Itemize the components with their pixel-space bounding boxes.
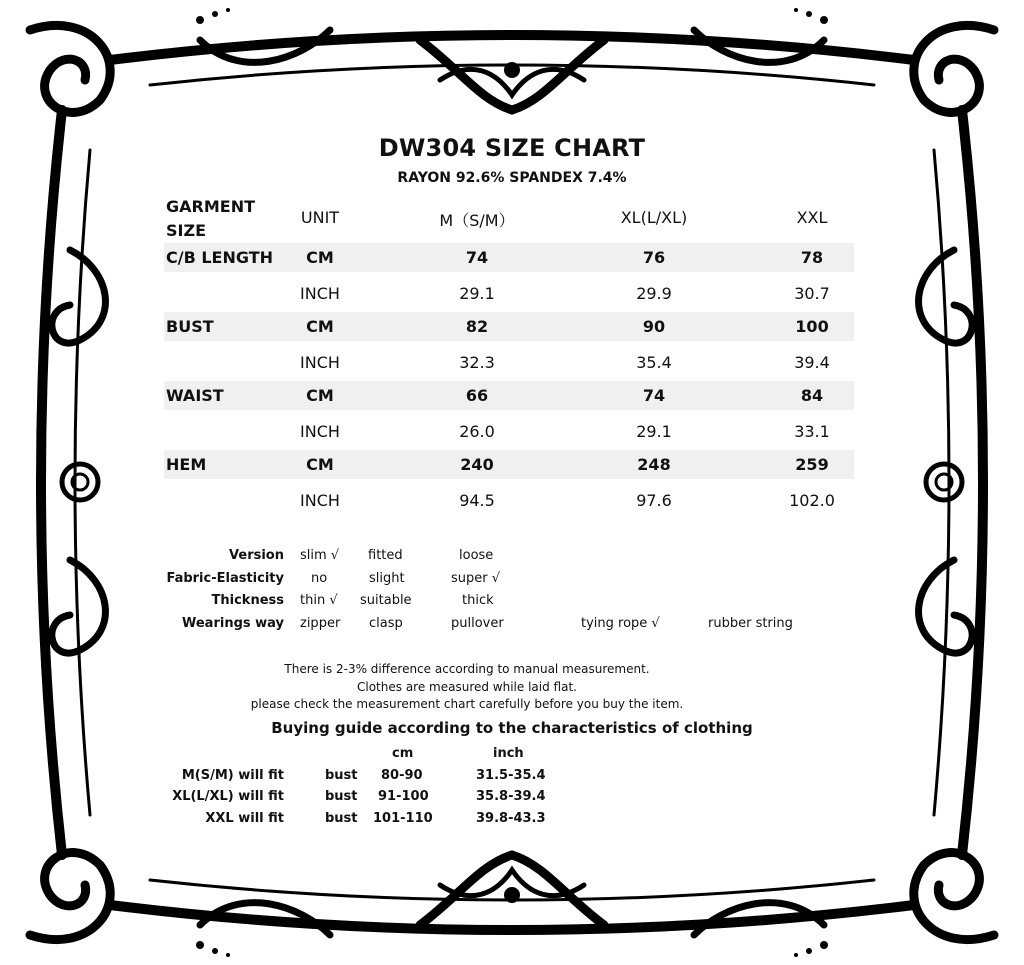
- guide-header-inch: inch: [493, 746, 524, 761]
- table-cell: 259: [795, 455, 829, 474]
- table-cell: 74: [465, 248, 489, 267]
- property-option: clasp: [369, 616, 403, 631]
- table-cell: INCH: [300, 284, 340, 303]
- property-label-thickness: Thickness: [211, 593, 284, 608]
- table-cell: 29.1: [459, 284, 495, 303]
- note-line: Clothes are measured while laid flat.: [357, 680, 577, 694]
- guide-part: bust: [325, 789, 358, 804]
- property-label-version: Version: [229, 548, 284, 563]
- header-size-xxl: XXL: [796, 208, 828, 227]
- row-label-bust: BUST: [166, 317, 214, 336]
- property-option: rubber string: [708, 616, 793, 631]
- table-cell: CM: [306, 248, 334, 267]
- guide-size: XXL will fit: [205, 811, 284, 826]
- table-cell: 102.0: [789, 491, 835, 510]
- table-cell: 66: [465, 386, 489, 405]
- table-cell: 29.1: [636, 422, 672, 441]
- property-option: loose: [459, 548, 494, 563]
- guide-cm: 91-100: [378, 789, 429, 804]
- table-cell: 240: [460, 455, 494, 474]
- guide-cm: 101-110: [373, 811, 433, 826]
- note-line: There is 2-3% difference according to manual measurement.: [284, 662, 650, 676]
- table-cell: 82: [465, 317, 489, 336]
- table-cell: 39.4: [794, 353, 830, 372]
- guide-inch: 39.8-43.3: [476, 811, 546, 826]
- property-option: zipper: [300, 616, 341, 631]
- property-option: super √: [451, 571, 501, 586]
- property-label-elasticity: Fabric-Elasticity: [166, 571, 284, 586]
- header-size-xl: XL(L/XL): [620, 208, 688, 227]
- property-option: suitable: [360, 593, 412, 608]
- property-option: fitted: [368, 548, 403, 563]
- guide-inch: 35.8-39.4: [476, 789, 546, 804]
- table-cell: 76: [642, 248, 666, 267]
- table-cell: CM: [306, 317, 334, 336]
- table-cell: 78: [800, 248, 824, 267]
- note-line: please check the measurement chart carefully before you buy the item.: [250, 697, 684, 711]
- table-cell: 248: [637, 455, 671, 474]
- table-cell: 30.7: [794, 284, 830, 303]
- table-cell: 97.6: [636, 491, 672, 510]
- guide-cm: 80-90: [381, 768, 423, 783]
- table-cell: 90: [642, 317, 666, 336]
- property-option: no: [311, 571, 328, 586]
- header-unit: UNIT: [300, 208, 340, 227]
- guide-inch: 31.5-35.4: [476, 768, 546, 783]
- table-cell: INCH: [300, 491, 340, 510]
- property-option: thick: [462, 593, 494, 608]
- table-cell: 35.4: [636, 353, 672, 372]
- fabric-composition: RAYON 92.6% SPANDEX 7.4%: [397, 170, 627, 186]
- property-option: thin √: [300, 593, 338, 608]
- guide-part: bust: [325, 768, 358, 783]
- row-label-clength: C/B LENGTH: [166, 248, 274, 267]
- buying-guide-title: Buying guide according to the characteristics of clothing: [271, 719, 753, 737]
- table-cell: 84: [800, 386, 824, 405]
- table-cell: CM: [306, 386, 334, 405]
- property-label-wearings: Wearings way: [181, 616, 284, 631]
- table-cell: 32.3: [459, 353, 495, 372]
- table-cell: 29.9: [636, 284, 672, 303]
- property-option: slim √: [300, 548, 340, 563]
- table-cell: 94.5: [459, 491, 495, 510]
- table-cell: 100: [795, 317, 829, 336]
- header-size-m: M（S/M）: [439, 211, 515, 230]
- property-option: slight: [369, 571, 405, 586]
- property-option: pullover: [451, 616, 504, 631]
- row-label-waist: WAIST: [166, 386, 224, 405]
- table-cell: 33.1: [794, 422, 830, 441]
- property-option: tying rope √: [581, 616, 660, 631]
- header-garment-size: GARMENT SIZE: [166, 197, 255, 240]
- table-cell: INCH: [300, 353, 340, 372]
- table-cell: INCH: [300, 422, 340, 441]
- guide-size: M(S/M) will fit: [181, 768, 284, 783]
- guide-part: bust: [325, 811, 358, 826]
- table-cell: 26.0: [459, 422, 495, 441]
- guide-size: XL(L/XL) will fit: [172, 789, 284, 804]
- guide-header-cm: cm: [392, 746, 414, 761]
- table-cell: 74: [642, 386, 666, 405]
- row-label-hem: HEM: [166, 455, 207, 474]
- chart-title: DW304 SIZE CHART: [378, 134, 646, 162]
- table-cell: CM: [306, 455, 334, 474]
